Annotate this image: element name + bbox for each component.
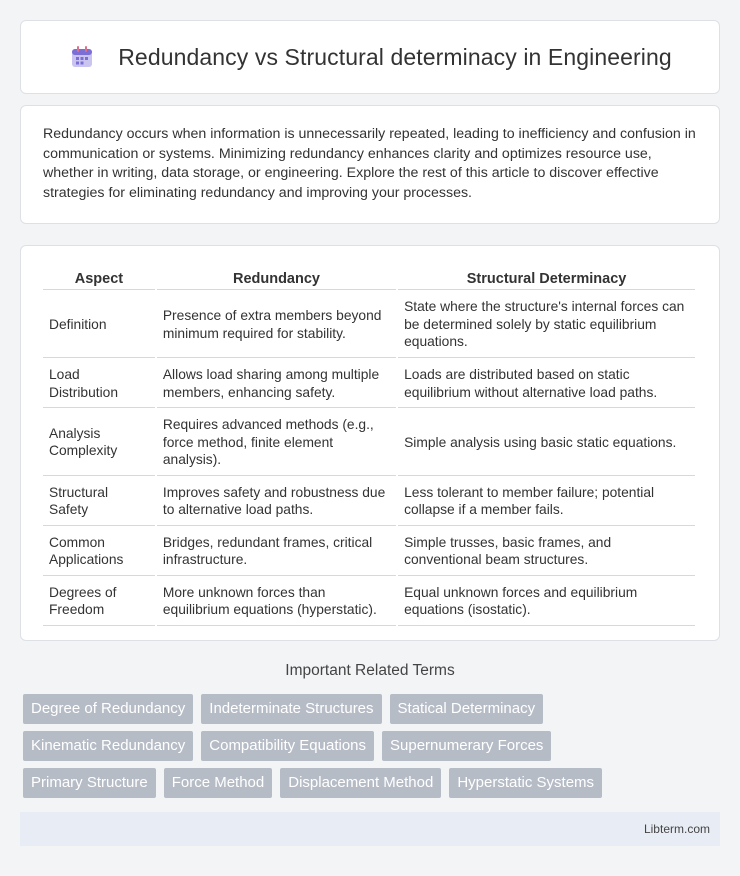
table-cell-aspect: Definition	[43, 292, 155, 358]
calendar-icon	[68, 43, 96, 71]
tag-primary-structure[interactable]: Primary Structure	[23, 768, 156, 798]
table-cell-redundancy: Bridges, redundant frames, critical infrastructure.	[157, 528, 396, 576]
table-header-row	[43, 268, 695, 290]
table-cell-determinacy: Simple trusses, basic frames, and conventional beam structures.	[398, 528, 695, 576]
table-cell-determinacy: Less tolerant to member failure; potential collapse if a member fails.	[398, 478, 695, 526]
tag-force-method[interactable]: Force Method	[164, 768, 273, 798]
comparison-card	[20, 245, 720, 641]
table-cell-aspect: Load Distribution	[43, 360, 155, 408]
related-terms-title: Important Related Terms	[285, 662, 455, 679]
tag-statical-determinacy[interactable]: Statical Determinacy	[390, 694, 544, 724]
table-cell-aspect: Analysis Complexity	[43, 410, 155, 476]
tag-displacement-method[interactable]: Displacement Method	[280, 768, 441, 798]
table-cell-redundancy: Allows load sharing among multiple members, enhancing safety.	[157, 360, 396, 408]
table-row	[43, 578, 695, 626]
tag-row	[23, 768, 723, 798]
table-cell-determinacy: Simple analysis using basic static equations.	[398, 410, 695, 476]
table-cell-redundancy: Presence of extra members beyond minimum required for stability.	[157, 292, 396, 358]
table-cell-redundancy: More unknown forces than equilibrium equations (hyperstatic).	[157, 578, 396, 626]
related-terms-list	[23, 694, 723, 805]
tag-degree-of-redundancy[interactable]: Degree of Redundancy	[23, 694, 193, 724]
tag-kinematic-redundancy[interactable]: Kinematic Redundancy	[23, 731, 193, 761]
table-cell-aspect: Degrees of Freedom	[43, 578, 155, 626]
table-row	[43, 292, 695, 358]
table-cell-determinacy: Equal unknown forces and equilibrium equations (isostatic).	[398, 578, 695, 626]
table-cell-determinacy: Loads are distributed based on static equilibrium without alternative load paths.	[398, 360, 695, 408]
tag-indeterminate-structures[interactable]: Indeterminate Structures	[201, 694, 381, 724]
header-redundancy: Redundancy	[157, 268, 396, 290]
table-cell-redundancy: Requires advanced methods (e.g., force method, finite element analysis).	[157, 410, 396, 476]
tag-row	[23, 694, 723, 724]
header-aspect: Aspect	[43, 268, 155, 290]
intro-card	[20, 105, 720, 224]
footer	[20, 812, 720, 846]
table-row	[43, 478, 695, 526]
table-row	[43, 360, 695, 408]
footer-site-link[interactable]: Libterm.com	[643, 822, 710, 836]
comparison-table	[41, 266, 697, 628]
tag-row	[23, 731, 723, 761]
tag-hyperstatic-systems[interactable]: Hyperstatic Systems	[449, 768, 602, 798]
tag-compatibility-equations[interactable]: Compatibility Equations	[201, 731, 374, 761]
table-row	[43, 528, 695, 576]
intro-paragraph: Redundancy occurs when information is unnecessarily repeated, leading to inefficiency and confusion in communication or systems. Minimizing redundancy enhances clarity and optimizes resource use, whether in writing, data storage, or engineering. Explore the rest of this article to discover effective strategies for eliminating redundancy and improving your processes.	[43, 126, 696, 201]
table-row	[43, 410, 695, 476]
table-cell-aspect: Common Applications	[43, 528, 155, 576]
page-title: Redundancy vs Structural determinacy in Engineering	[118, 43, 672, 70]
tag-supernumerary-forces[interactable]: Supernumerary Forces	[382, 731, 551, 761]
title-card	[20, 20, 720, 94]
header-structural-determinacy: Structural Determinacy	[398, 268, 695, 290]
table-cell-determinacy: State where the structure's internal forces can be determined solely by static equilibrium equations.	[398, 292, 695, 358]
table-cell-redundancy: Improves safety and robustness due to alternative load paths.	[157, 478, 396, 526]
table-cell-aspect: Structural Safety	[43, 478, 155, 526]
